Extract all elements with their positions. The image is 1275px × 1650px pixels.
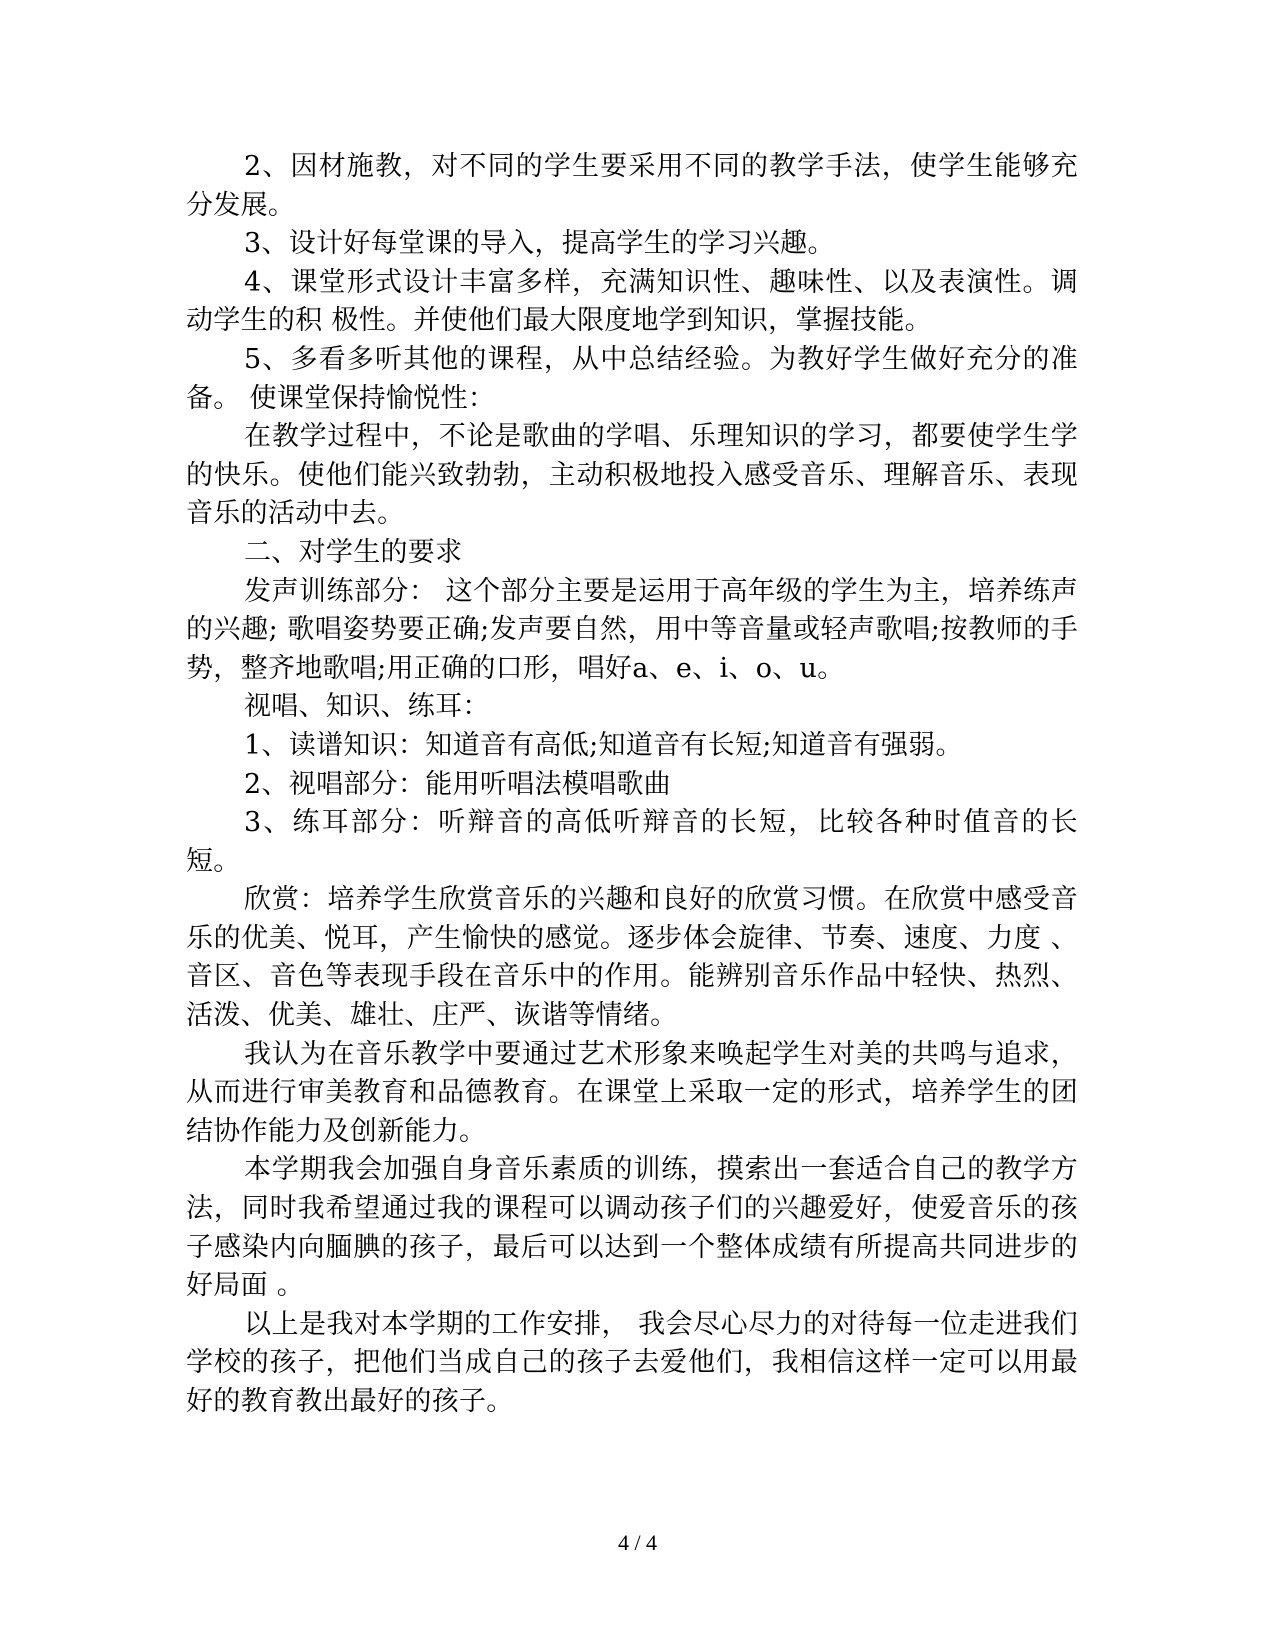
subsection-heading: 视唱、知识、练耳： [244, 691, 490, 723]
paragraph: 发声训练部分： 这个部分主要是运用于高年级的学生为主，培养练声的兴趣; 歌唱姿势要正确;发声要自然，用中等音量或轻声歌唱;按教师的手势，整齐地歌唱;用正确的口形，唱好a、e、i、o、u。 [186, 575, 1078, 684]
paragraph: 2、视唱部分：能用听唱法模唱歌曲 [244, 768, 671, 800]
paragraph: 3、设计好每堂课的导入，提高学生的学习兴趣。 [244, 228, 835, 260]
section-heading: 二、对学生的要求 [244, 536, 463, 568]
paragraph: 4、课堂形式设计丰富多样，充满知识性、趣味性、以及表演性。调动学生的积 极性。并使他们最大限度地学到知识，掌握技能。 [186, 266, 1078, 337]
paragraph: 本学期我会加强自身音乐素质的训练，摸索出一套适合自己的教学方法，同时我希望通过我的课程可以调动孩子们的兴趣爱好，使爱音乐的孩子感染内向腼腆的孩子，最后可以达到一个整体成绩有所提高共同进步的好局面 。 [186, 1154, 1078, 1302]
paragraph: 2、因材施教，对不同的学生要采用不同的教学手法，使学生能够充分发展。 [186, 151, 1078, 221]
paragraph: 我认为在音乐教学中要通过艺术形象来唤起学生对美的共鸣与追求，从而进行审美教育和品德教育。在课堂上采取一定的形式，培养学生的团结协作能力及创新能力。 [186, 1038, 1078, 1147]
paragraph: 1、读谱知识：知道音有高低;知道音有长短;知道音有强弱。 [244, 729, 963, 761]
paragraph: 5、多看多听其他的课程，从中总结经验。为教好学生做好充分的准备。 使课堂保持愉悦性： [186, 343, 1078, 414]
paragraph: 以上是我对本学期的工作安排， 我会尽心尽力的对待每一位走进我们学校的孩子，把他们当成自己的孩子去爱他们，我相信这样一定可以用最好的教育教出最好的孩子。 [186, 1308, 1078, 1417]
paragraph: 3、练耳部分：听辩音的高低听辩音的长短，比较各种时值音的长短。 [186, 807, 1078, 877]
paragraph: 欣赏：培养学生欣赏音乐的兴趣和良好的欣赏习惯。在欣赏中感受音乐的优美、悦耳，产生愉快的感觉。逐步体会旋律、节奏、速度、力度 、音区、音色等表现手段在音乐中的作用。能辨别音乐作品中轻快、热烈、活泼、优美、雄壮、庄严、诙谐等情绪。 [186, 884, 1078, 1032]
page-number: 4 / 4 [617, 1530, 658, 1555]
document-body [186, 148, 1078, 1422]
paragraph: 在教学过程中，不论是歌曲的学唱、乐理知识的学习，都要使学生学的快乐。使他们能兴致勃勃，主动积极地投入感受音乐、理解音乐、表现音乐的活动中去。 [186, 421, 1078, 530]
